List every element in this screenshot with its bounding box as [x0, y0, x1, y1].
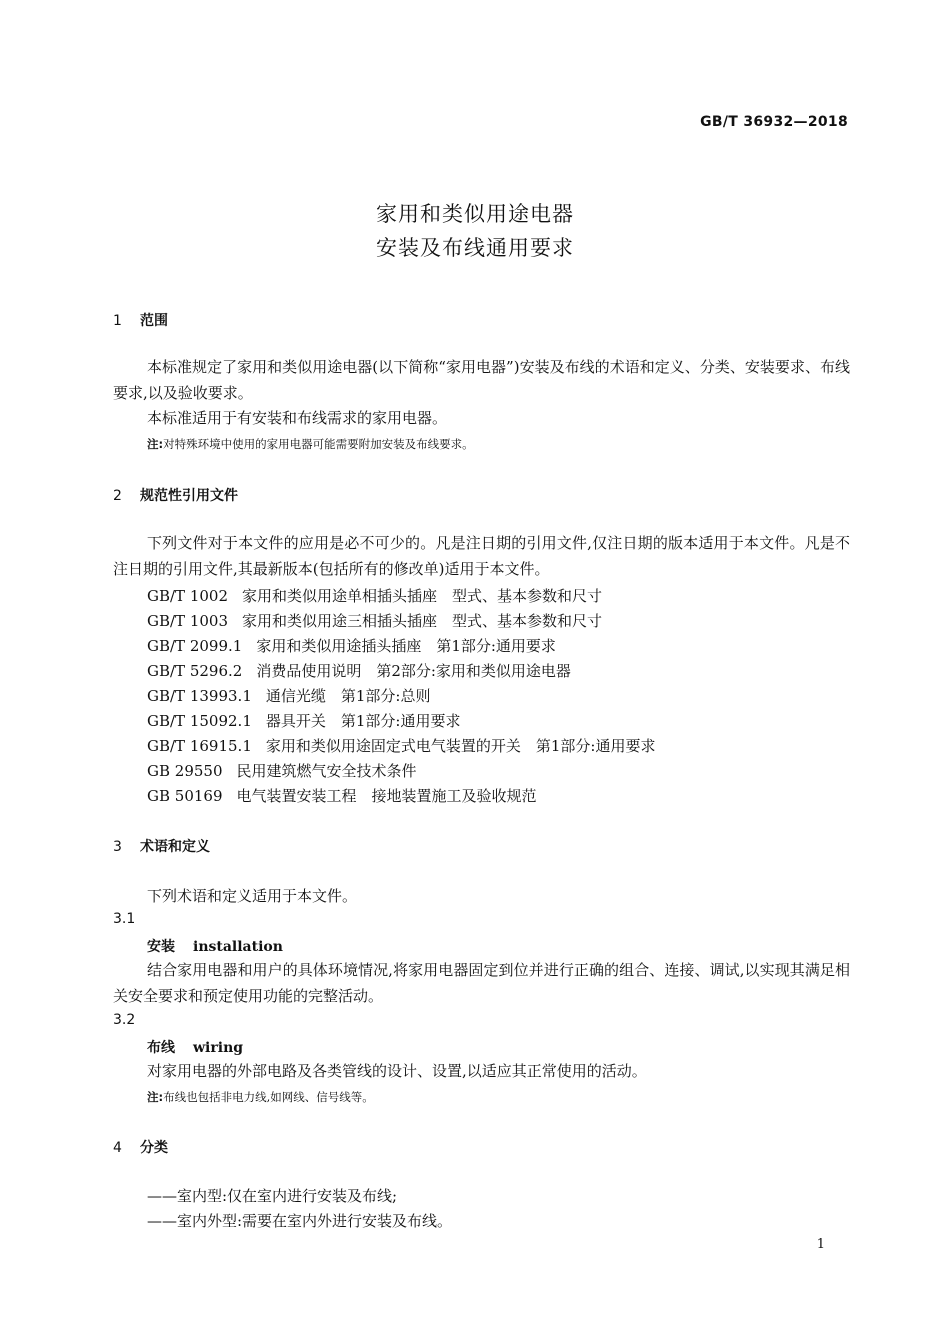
term-definition: 结合家用电器和用户的具体环境情况,将家用电器固定到位并进行正确的组合、连接、调试,以实现其满足相关安全要求和预定使用功能的完整活动。 [113, 961, 850, 1005]
reference-item [147, 710, 460, 731]
reference-title: 消费品使用说明 第2部分:家用和类似用途电器 [256, 662, 571, 680]
note-label: 注: [147, 437, 164, 451]
section-title: 范围 [140, 313, 168, 329]
section-title: 分类 [140, 1140, 168, 1156]
reference-title: 通信光缆 第1部分:总则 [265, 687, 431, 705]
reference-code: GB/T 1003 [147, 612, 229, 630]
reference-item [147, 610, 602, 631]
reference-title: 器具开关 第1部分:通用要求 [265, 712, 461, 730]
note-text: 布线也包括非电力线,如网线、信号线等。 [163, 1090, 374, 1104]
reference-code: GB/T 15092.1 [147, 712, 252, 730]
reference-title: 电气装置安装工程 接地装置施工及验收规范 [236, 787, 537, 805]
term-number: 3.2 [113, 1012, 136, 1028]
reference-code: GB/T 16915.1 [147, 737, 252, 755]
section-title: 规范性引用文件 [140, 488, 238, 504]
reference-item [147, 635, 556, 656]
term-number: 3.1 [113, 911, 136, 927]
reference-code: GB/T 13993.1 [147, 687, 252, 705]
term-en: wiring [193, 1040, 244, 1056]
reference-code: GB 50169 [147, 787, 223, 805]
page-number: 1 [816, 1237, 825, 1252]
note-text: 对特殊环境中使用的家用电器可能需要附加安装及布线要求。 [163, 437, 474, 451]
term-zh: 安装 [147, 939, 175, 955]
reference-code: GB/T 5296.2 [147, 662, 243, 680]
section-number: 1 [113, 313, 122, 329]
term-entry [147, 936, 283, 956]
scope-paragraph-2: 本标准适用于有安装和布线需求的家用电器。 [147, 409, 448, 427]
references-intro-paragraph: 下列文件对于本文件的应用是必不可少的。凡是注日期的引用文件,仅注日期的版本适用于本文件。凡是不注日期的引用文件,其最新版本(包括所有的修改单)适用于本文件。 [113, 534, 850, 578]
term-definition: 对家用电器的外部电路及各类管线的设计、设置,以适应其正常使用的活动。 [147, 1062, 647, 1080]
reference-title: 家用和类似用途三相插头插座 型式、基本参数和尺寸 [242, 612, 603, 630]
reference-code: GB/T 1002 [147, 587, 229, 605]
terms-intro: 下列术语和定义适用于本文件。 [147, 887, 358, 905]
reference-title: 家用和类似用途单相插头插座 型式、基本参数和尺寸 [242, 587, 603, 605]
section-number: 4 [113, 1140, 122, 1156]
term-en: installation [193, 939, 283, 955]
section-heading-normative-references [113, 485, 238, 505]
document-title-line1: 家用和类似用途电器 [376, 202, 574, 226]
reference-item [147, 760, 417, 781]
classification-item: ——室内型:仅在室内进行安装及布线; [147, 1187, 398, 1205]
reference-item [147, 785, 537, 806]
classification-item: ——室内外型:需要在室内外进行安装及布线。 [147, 1212, 453, 1230]
note-label: 注: [147, 1090, 164, 1104]
section-heading-scope [113, 310, 168, 330]
reference-item [147, 585, 602, 606]
wiring-note [147, 1089, 374, 1105]
reference-title: 家用和类似用途固定式电气装置的开关 第1部分:通用要求 [265, 737, 656, 755]
section-heading-terms [113, 836, 210, 856]
reference-item [147, 735, 655, 756]
reference-code: GB 29550 [147, 762, 223, 780]
reference-item [147, 660, 571, 681]
reference-item [147, 685, 430, 706]
standard-code: GB/T 36932—2018 [700, 114, 848, 130]
reference-code: GB/T 2099.1 [147, 637, 243, 655]
section-heading-classification [113, 1137, 168, 1157]
scope-note [147, 436, 474, 452]
term-zh: 布线 [147, 1040, 175, 1056]
reference-title: 家用和类似用途插头插座 第1部分:通用要求 [256, 637, 556, 655]
document-title-line2: 安装及布线通用要求 [376, 236, 574, 260]
reference-title: 民用建筑燃气安全技术条件 [236, 762, 417, 780]
scope-paragraph-1: 本标准规定了家用和类似用途电器(以下简称“家用电器”)安装及布线的术语和定义、分类、安装要求、布线要求,以及验收要求。 [113, 358, 850, 402]
term-entry [147, 1037, 243, 1057]
section-title: 术语和定义 [140, 839, 210, 855]
section-number: 2 [113, 488, 122, 504]
section-number: 3 [113, 839, 122, 855]
